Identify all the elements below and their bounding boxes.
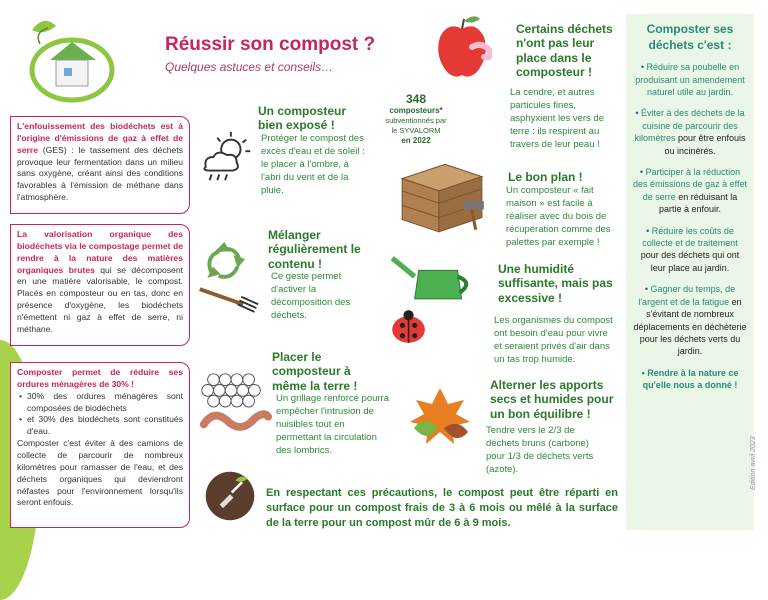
benefit-text: en s'évitant de nombreux déplacements en déchèterie pour les déchets verts du jardin. — [633, 296, 747, 357]
tip-ground-title: Placer le composteur à même la terre ! — [272, 350, 358, 393]
benefit-text: Réduire sa poubelle en produisant un amendement naturel utile au jardin. — [635, 62, 745, 97]
stat-number: 348 — [405, 92, 427, 106]
tip-diy-text: Un composteur « fait maison » est facile à réaliser avec du bois de récupération comme des palettes par exemple ! — [506, 185, 611, 249]
shovel-icon — [204, 470, 256, 522]
house-logo-icon — [22, 10, 122, 110]
benefits-title: Composter ses déchets c'est : — [646, 22, 734, 52]
tip-exposure-text: Protéger le compost des excès d'eau et de soleil : le placer à l'ombre, à l'abri du vent et de la pluie. — [261, 133, 365, 197]
stat-line: composteurs* — [389, 106, 443, 115]
benefit-text: Réduire les coûts de collecte et de traitement — [642, 225, 738, 249]
info-box-emissions-bold: L'enfouissement des biodéchets est à l'origine d'émissions de gaz à effet de serre — [17, 121, 183, 155]
benefit-text: Gagner du temps, de l'argent et de la fatigue — [638, 284, 736, 307]
recycling-pitchfork-icon — [196, 232, 262, 320]
benefit-item: • Réduire sa poubelle en produisant un amendement naturel utile au jardin. — [635, 62, 745, 97]
info-box-valorisation-text: qui se décomposent en une matière valorisable, le compost. Placés en composteur ou en tas, donc en présence d'oxygène, les biodéchets n'émettent ni gaz à effet de serre, ni méthane. — [17, 264, 183, 334]
autumn-leaves-icon — [404, 384, 474, 454]
tip-ground-text: Un grillage renforcé pourra empêcher l'intrusion de nuisibles tout en permettant la circulation des lombrics. — [276, 393, 390, 457]
benefit-item: • Gagner du temps, de l'argent et de la fatigue en s'évitant de nombreux déplacements en déchèterie pour les déchets verts du jardin. — [633, 284, 747, 357]
tip-balance-title: Alterner les apports secs et humides pour un bon équilibre ! — [490, 378, 614, 421]
info-box-valorisation — [10, 224, 190, 346]
bullet-item: • 30% des ordures ménagères sont composées de biodéchets — [17, 391, 183, 415]
stat-line: subventionnés par — [385, 116, 447, 126]
stat-line: en 2022 — [401, 135, 431, 145]
tip-mix-text: Ce geste permet d'activer la décomposition des déchets. — [271, 271, 351, 322]
benefit-item: • Participer à la réduction des émissions de gaz à effet de serre en réduisant la partie à enfouir. — [633, 167, 747, 215]
benefit-text: Participer à la réduction des émissions de gaz à effet de serre — [633, 167, 747, 202]
tip-humidity-text: Les organismes du compost ont besoin d'eau pour vivre et seraient privés d'air dans un tas trop humide. — [494, 315, 613, 366]
page-title: Réussir son compost ? — [165, 34, 376, 55]
edition-label: Edition avril 2023 — [750, 436, 757, 490]
footer-note: En respectant ces précautions, le compost peut être réparti en surface pour un compost frais de 3 à 6 mois ou mêlé à la surface de la terre pour un compost mûr de 6 à 9 mois. — [266, 487, 618, 529]
benefit-closing-text: Rendre à la nature ce qu'elle nous a donné ! — [642, 367, 739, 391]
bullet-item: • et 30% des biodéchets sont constitués d'eau. — [17, 414, 183, 438]
info-box-emissions-text: (GES) : le tassement des déchets provoque leur fermentation dans un milieu sans oxygène, créant ainsi des conditions favorables à l'émission de méthane dans l'atmosphère. — [17, 144, 183, 203]
info-box-emissions — [10, 116, 190, 214]
apple-worm-icon — [432, 12, 492, 84]
tip-exposure-title: Un composteur bien exposé ! — [258, 104, 347, 133]
tip-excluded-text: La cendre, et autres particules fines, asphyxient les vers de terre : ils respirent au travers de leur peau ! — [510, 87, 604, 151]
benefit-text: pour des déchets qui ont leur place au jardin. — [640, 250, 740, 273]
benefit-text: en réduisant la partie à enfouir. — [658, 191, 738, 215]
info-box-reduction-bold: Composter permet de réduire ses ordures ménagères de 30% ! — [17, 367, 183, 389]
wooden-composter-icon — [396, 154, 488, 236]
stat-composteurs — [372, 92, 460, 146]
info-box-valorisation-bold: La valorisation organique des biodéchets via le compostage permet de rendre à la nature des matières organiques brutes — [17, 229, 183, 275]
benefit-item: • Éviter à des déchets de la cuisine de parcourir des kilomètres pour être enfouis ou incinérés. — [634, 108, 746, 156]
benefit-text: pour être enfouis ou incinérés. — [664, 133, 746, 156]
page-subtitle: Quelques astuces et conseils… — [165, 60, 334, 74]
benefit-text: Éviter à des déchets de la cuisine de parcourir des kilomètres — [634, 108, 745, 144]
benefit-closing: • Rendre à la nature ce qu'elle nous a donné ! — [641, 367, 739, 391]
sun-cloud-rain-icon — [198, 128, 256, 186]
mesh-worm-icon — [194, 366, 272, 444]
info-box-reduction — [10, 362, 190, 528]
tip-mix-title: Mélanger régulièrement le contenu ! — [268, 228, 361, 271]
benefit-item: • Réduire les coûts de collecte et de traitement pour des déchets qui ont leur place au jardin. — [640, 225, 740, 273]
tip-humidity-title: Une humidité suffisante, mais pas excessive ! — [498, 262, 613, 305]
info-box-reduction-text: Composter c'est éviter à des camions de collecte de parcourir de nombreux kilomètres pour ramasser de l'eau, et des déchets organiques qui deviendront néfastes pour l'environnement lorsqu'ils seront enfouis. — [17, 438, 183, 508]
tip-diy-title: Le bon plan ! — [508, 170, 583, 184]
stat-line: le SYVALORM — [391, 126, 441, 136]
tip-excluded-title: Certains déchets n'ont pas leur place dans le composteur ! — [516, 22, 613, 80]
benefits-panel — [626, 14, 754, 530]
tip-balance-text: Tendre vers le 2/3 de déchets bruns (carbone) pour 1/3 de déchets verts (azote). — [486, 425, 594, 476]
watering-can-ladybug-icon — [386, 252, 478, 354]
